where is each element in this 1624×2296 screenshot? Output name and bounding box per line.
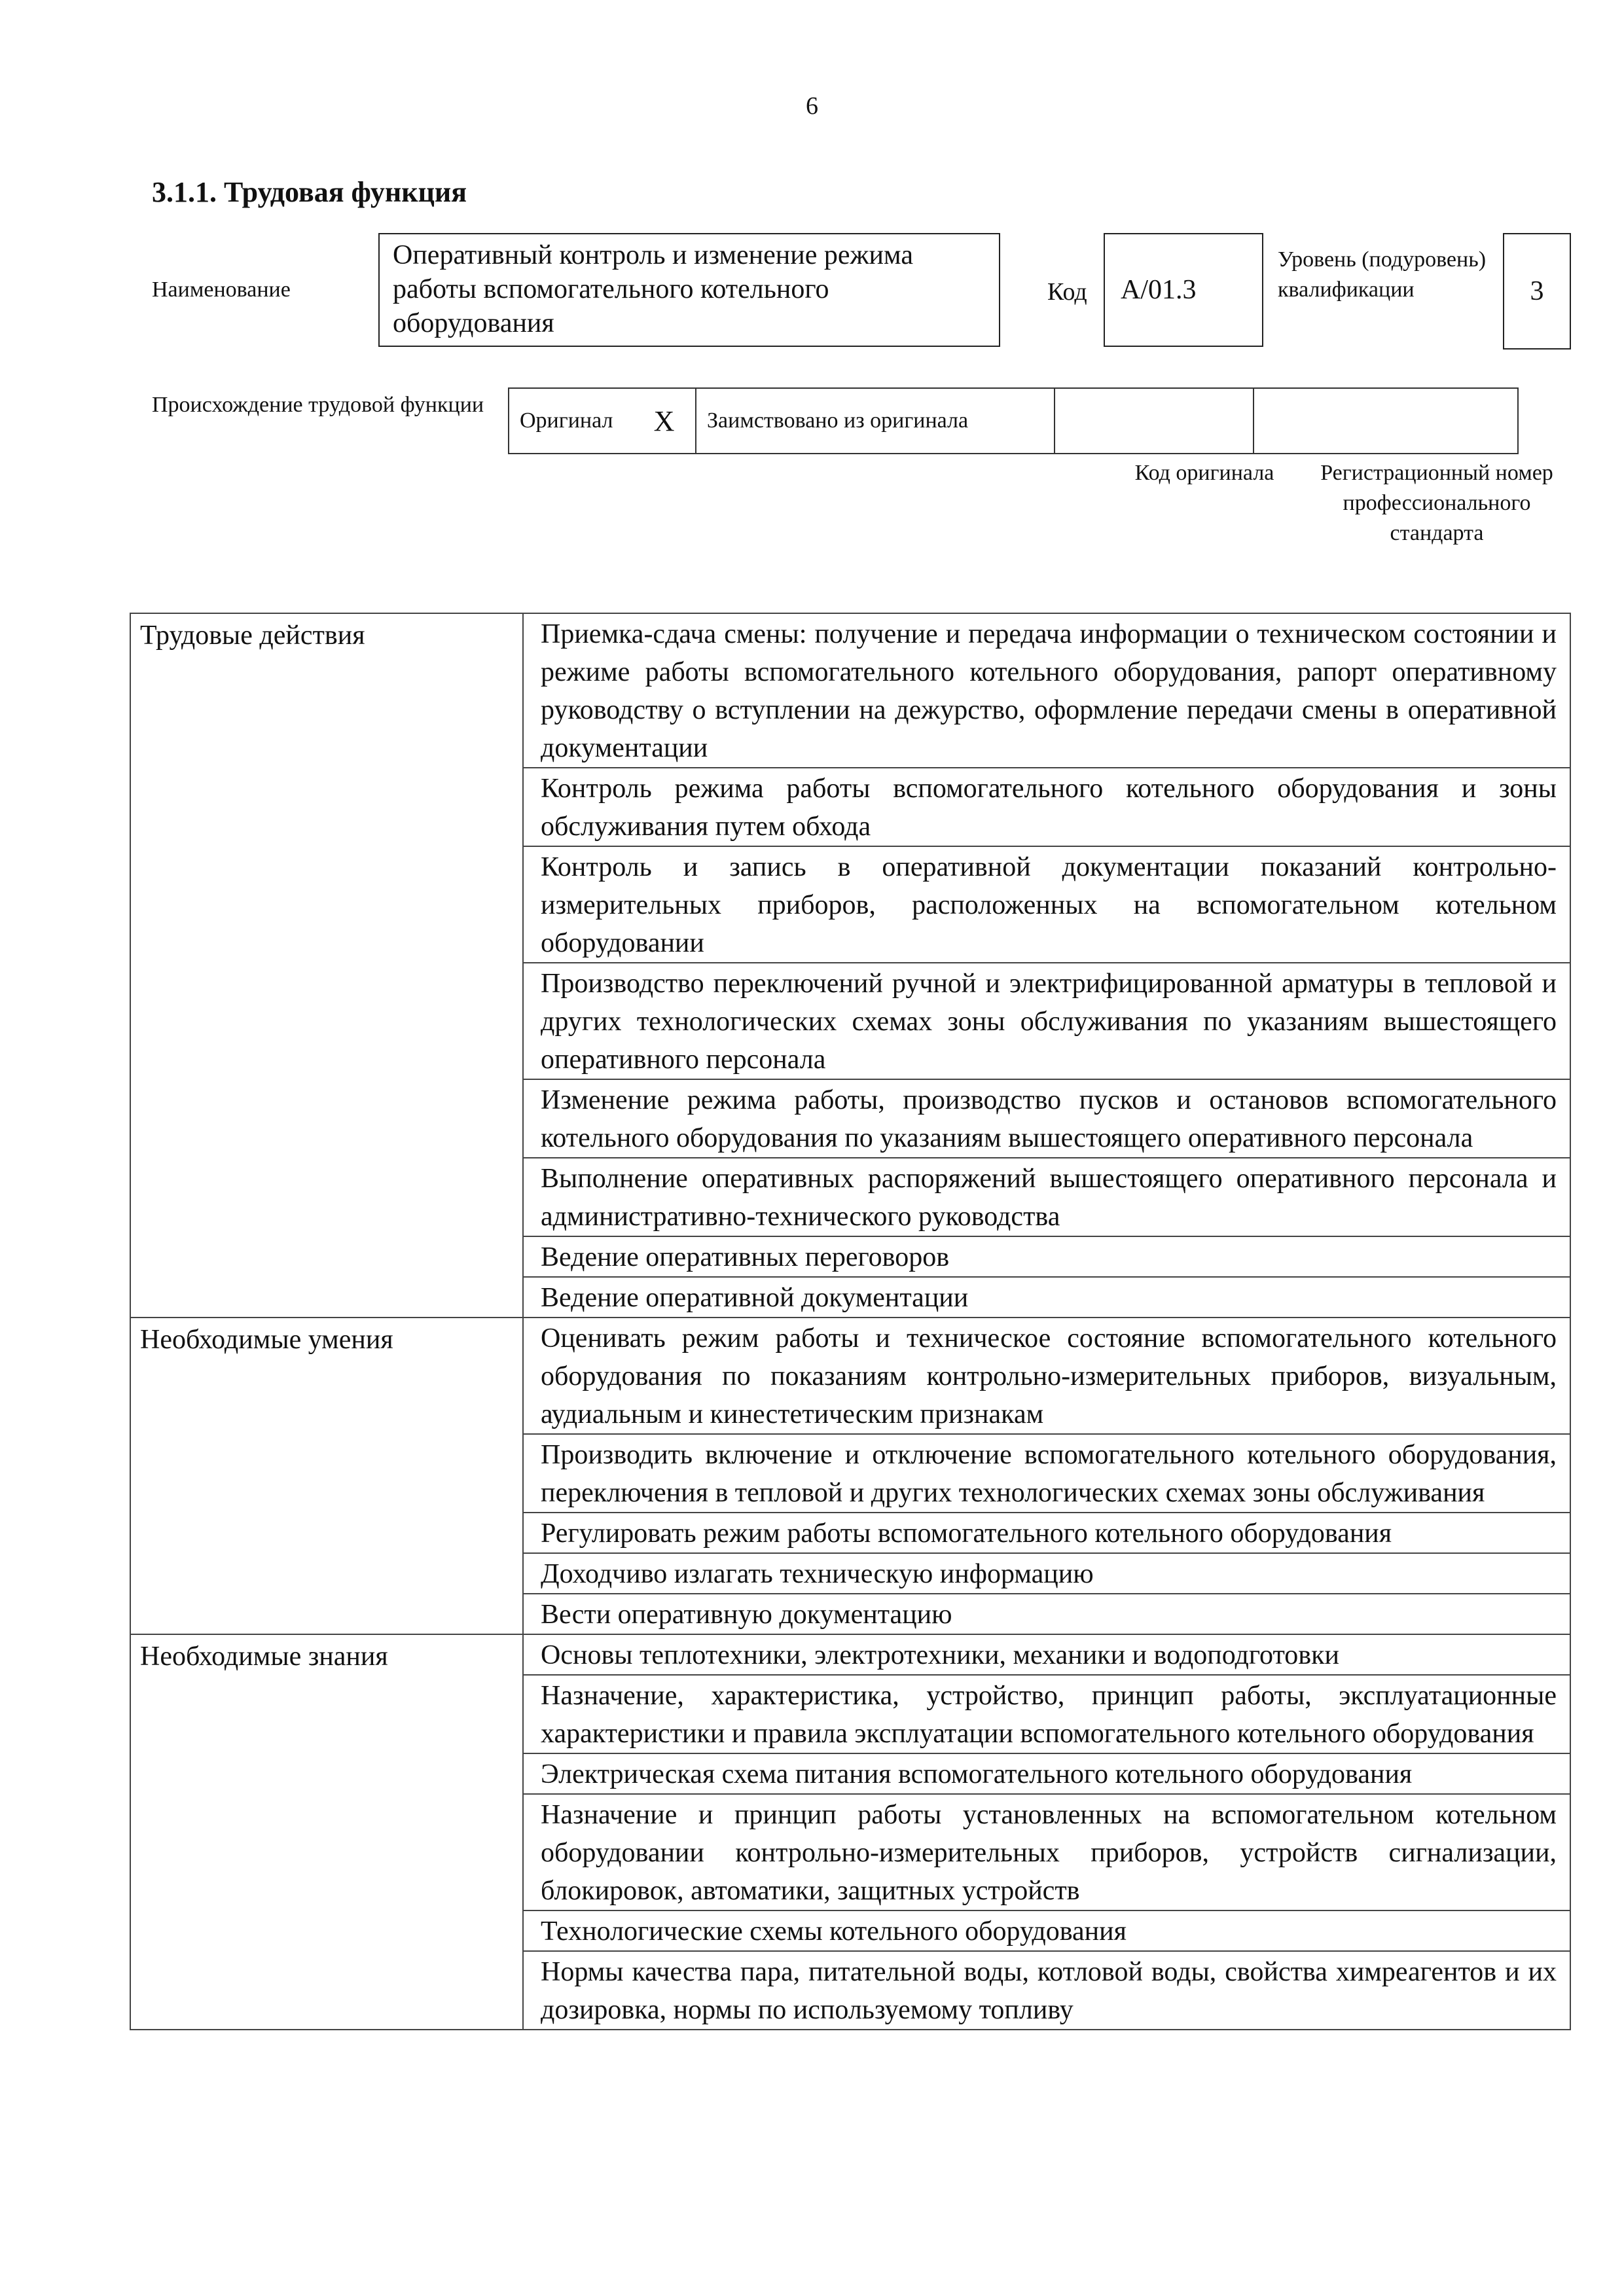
table-row xyxy=(130,613,1570,768)
item-cell: Изменение режима работы, производство пусков и остановов вспомогательного котельного оборудования по указаниям вышестоящего оперативного персонала xyxy=(523,1079,1570,1158)
origin-original-cell xyxy=(509,388,633,454)
item-cell: Вести оперативную документацию xyxy=(523,1594,1570,1634)
origin-label: Происхождение трудовой функции xyxy=(152,393,484,417)
origin-code-cell xyxy=(1055,388,1254,454)
function-name-box: Оперативный контроль и изменение режима работы вспомогательного котельного оборудования xyxy=(378,233,1000,347)
item-cell: Производство переключений ручной и электрифицированной арматуры в тепловой и других технологических схемах зоны обслуживания по указаниям вышестоящего оперативного персонала xyxy=(523,963,1570,1079)
page-number: 6 xyxy=(806,92,818,120)
origin-reg-caption: Регистрационный номер профессионального стандарта xyxy=(1320,461,1553,545)
item-cell: Доходчиво излагать техническую информацию xyxy=(523,1553,1570,1594)
code-label: Код xyxy=(1047,278,1087,306)
qualification-level-box: 3 xyxy=(1503,233,1571,350)
item-cell: Контроль и запись в оперативной документации показаний контрольно-измерительных приборов, расположенных на вспомогательном котельном оборудовании xyxy=(523,846,1570,963)
item-cell: Ведение оперативной документации xyxy=(523,1277,1570,1318)
origin-code-caption: Код оригинала xyxy=(1134,461,1274,485)
item-cell: Производить включение и отключение вспомогательного котельного оборудования, переключения в тепловой и других технологических схемах зоны обслуживания xyxy=(523,1434,1570,1513)
category-cell: Необходимые умения xyxy=(130,1318,523,1634)
item-cell: Ведение оперативных переговоров xyxy=(523,1236,1570,1277)
origin-table xyxy=(508,387,1519,454)
item-cell: Назначение, характеристика, устройство, принцип работы, эксплуатационные характеристики и правила эксплуатации вспомогательного котельного оборудования xyxy=(523,1675,1570,1753)
item-cell: Нормы качества пара, питательной воды, котловой воды, свойства химреагентов и их дозировка, нормы по используемому топливу xyxy=(523,1951,1570,2030)
item-cell: Электрическая схема питания вспомогательного котельного оборудования xyxy=(523,1753,1570,1794)
origin-original-mark: X xyxy=(633,388,696,454)
item-cell: Приемка-сдача смены: получение и передача информации о техническом состоянии и режиме работы вспомогательного котельного оборудования, рапорт оперативному руководству о вступлении на дежурство, оформление передачи смены в оперативной документации xyxy=(523,613,1570,768)
item-cell: Контроль режима работы вспомогательного котельного оборудования и зоны обслуживания путем обхода xyxy=(523,768,1570,846)
table-row xyxy=(130,1318,1570,1434)
origin-original-text: Оригинал xyxy=(520,408,613,433)
section-title: 3.1.1. Трудовая функция xyxy=(152,176,467,208)
table-row xyxy=(130,1634,1570,1675)
item-cell: Оценивать режим работы и техническое состояние вспомогательного котельного оборудования по показаниям контрольно-измерительных приборов, визуальным, аудиальным и кинестетическим признакам xyxy=(523,1318,1570,1434)
category-cell: Необходимые знания xyxy=(130,1634,523,2030)
origin-reg-number-cell xyxy=(1254,388,1518,454)
item-cell: Технологические схемы котельного оборудования xyxy=(523,1910,1570,1951)
name-label: Наименование xyxy=(152,278,291,302)
labor-function-table xyxy=(130,613,1571,2030)
item-cell: Основы теплотехники, электротехники, механики и водоподготовки xyxy=(523,1634,1570,1675)
item-cell: Регулировать режим работы вспомогательного котельного оборудования xyxy=(523,1513,1570,1553)
category-cell: Трудовые действия xyxy=(130,613,523,1318)
item-cell: Выполнение оперативных распоряжений вышестоящего оперативного персонала и административно-технического руководства xyxy=(523,1158,1570,1236)
item-cell: Назначение и принцип работы установленных на вспомогательном котельном оборудовании контрольно-измерительных приборов, устройств сигнализации, блокировок, автоматики, защитных устройств xyxy=(523,1794,1570,1910)
origin-borrowed-cell: Заимствовано из оригинала xyxy=(696,388,1055,454)
function-code-box: А/01.3 xyxy=(1104,233,1263,347)
qualification-level-label: Уровень (подуровень) квалификации xyxy=(1278,247,1487,302)
